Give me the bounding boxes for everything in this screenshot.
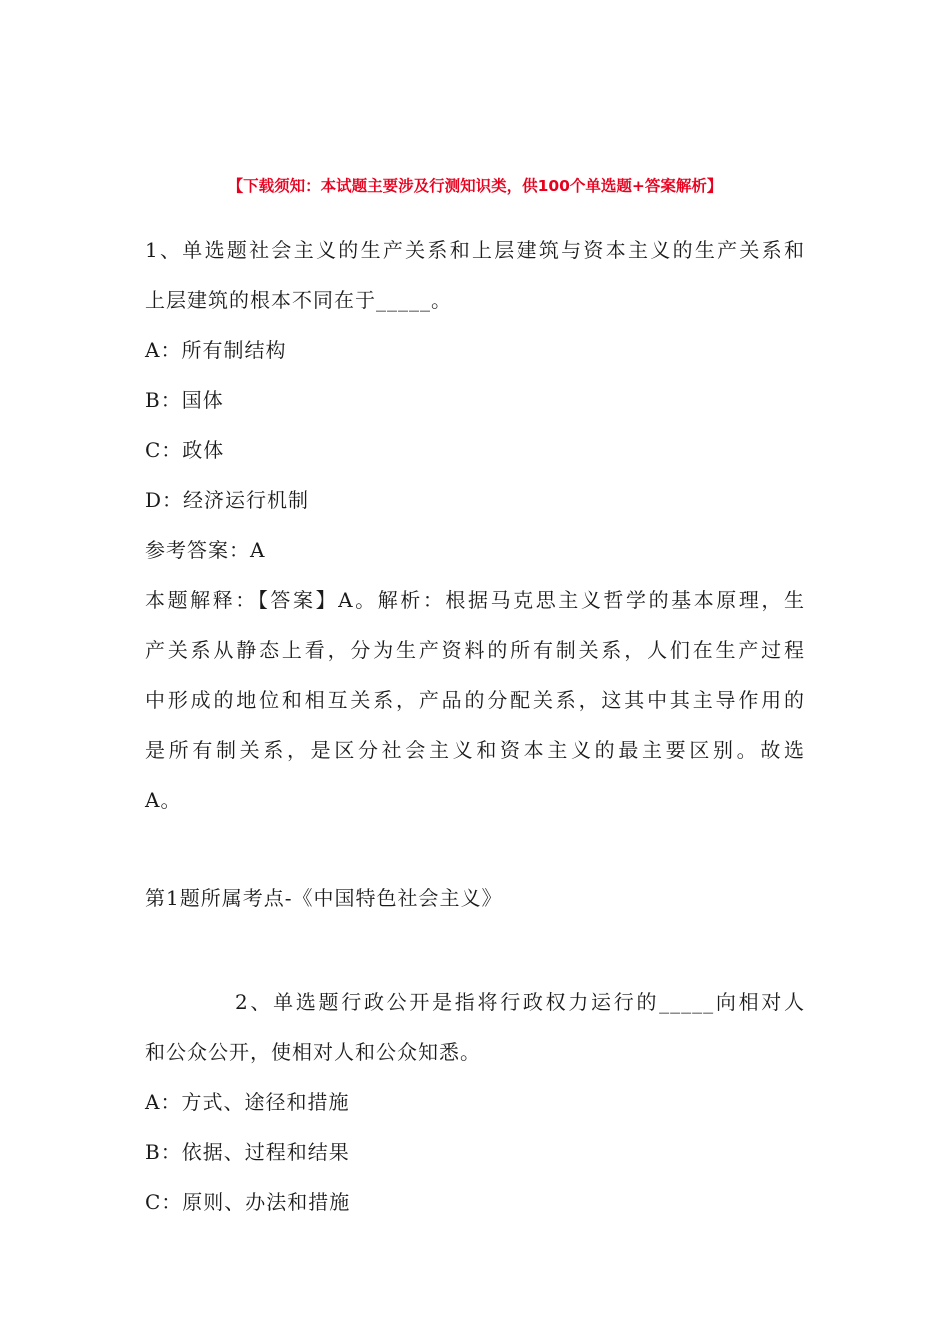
download-notice: 【下载须知：本试题主要涉及行测知识类，供100个单选题+答案解析】	[227, 177, 723, 195]
q2-stem-line-2: 和公众公开，使相对人和公众知悉。	[145, 1040, 481, 1064]
question-content	[145, 230, 805, 1232]
q1-option-d: D：经济运行机制	[145, 488, 310, 512]
q1-stem-line-1: 1、单选题社会主义的生产关系和上层建筑与资本主义的生产关系和	[145, 238, 805, 262]
q1-topic: 第1题所属考点-《中国特色社会主义》	[145, 886, 503, 910]
q2-option-c: C：原则、办法和措施	[145, 1190, 351, 1214]
q1-option-c: C：政体	[145, 438, 225, 462]
q2-stem-line-1: 2、单选题行政公开是指将行政权力运行的_____向相对人	[235, 990, 805, 1014]
q2-option-b: B：依据、过程和结果	[145, 1140, 350, 1164]
q1-option-a: A：所有制结构	[145, 338, 287, 362]
q1-explanation-line-4: 是所有制关系，是区分社会主义和资本主义的最主要区别。故选	[145, 738, 805, 762]
q1-answer: 参考答案：A	[145, 538, 266, 562]
q2-option-a: A：方式、途径和措施	[145, 1090, 350, 1114]
q1-explanation-line-3: 中形成的地位和相互关系，产品的分配关系，这其中其主导作用的	[145, 688, 805, 712]
q1-explanation-line-1: 本题解释：【答案】A。解析：根据马克思主义哲学的基本原理，生	[145, 588, 805, 612]
spacer	[145, 830, 805, 878]
q1-explanation-line-5: A。	[145, 788, 182, 812]
q1-option-b: B：国体	[145, 388, 224, 412]
spacer	[145, 928, 805, 982]
q1-stem-line-2: 上层建筑的根本不同在于_____。	[145, 288, 452, 312]
q1-explanation-line-2: 产关系从静态上看，分为生产资料的所有制关系，人们在生产过程	[145, 638, 805, 662]
